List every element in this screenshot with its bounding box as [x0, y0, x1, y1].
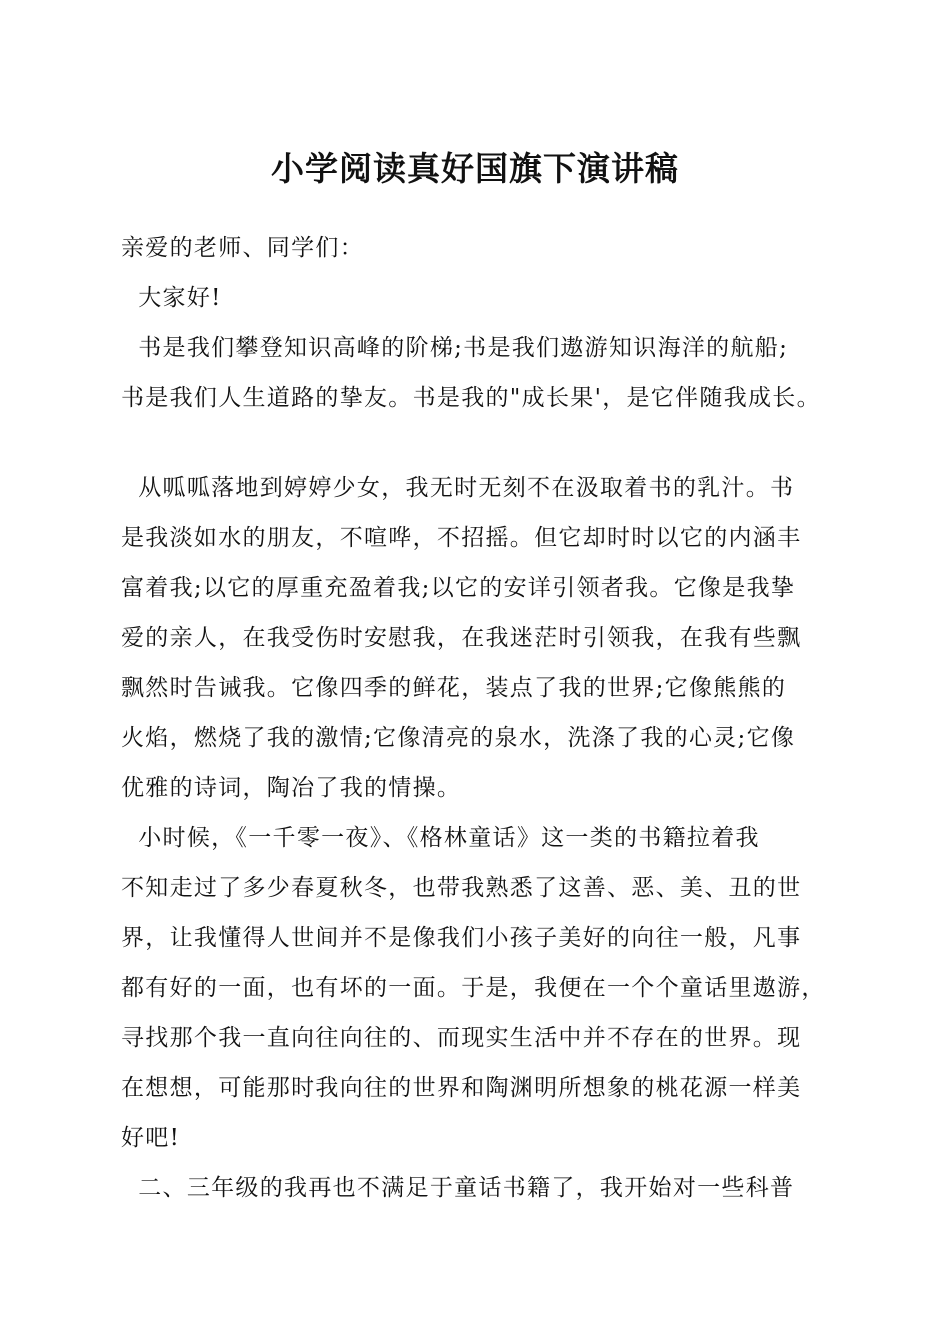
document-title: 小学阅读真好国旗下演讲稿 — [271, 149, 679, 188]
paragraph-line: 小时候，《一千零一夜》、《格林童话》这一类的书籍拉着我 — [121, 825, 760, 851]
paragraph-line: 界，让我懂得人世间并不是像我们小孩子美好的向往一般，凡事 — [121, 925, 802, 951]
paragraph-line: 好吧! — [121, 1125, 181, 1151]
paragraph-line: 是我淡如水的朋友，不喧哗，不招摇。但它却时时以它的内涵丰 — [121, 525, 802, 551]
paragraph-line: 书是我们人生道路的挚友。书是我的"成长果'，是它伴随我成长。 — [121, 385, 821, 411]
paragraph-line: 二、三年级的我再也不满足于童话书籍了，我开始对一些科普 — [121, 1175, 795, 1201]
paragraph-line: 富着我;以它的厚重充盈着我;以它的安详引领者我。它像是我挚 — [121, 575, 796, 601]
paragraph-line: 从呱呱落地到婷婷少女，我无时无刻不在汲取着书的乳汁。书 — [121, 475, 795, 501]
paragraph-line: 寻找那个我一直向往向往的、而现实生活中并不存在的世界。现 — [121, 1025, 802, 1051]
paragraph-line: 飘然时告诫我。它像四季的鲜花，装点了我的世界;它像熊熊的 — [121, 675, 787, 701]
paragraph-line: 书是我们攀登知识高峰的阶梯;书是我们遨游知识海洋的航船; — [121, 335, 789, 361]
paragraph-line: 优雅的诗词，陶冶了我的情操。 — [121, 775, 462, 801]
paragraph-line: 不知走过了多少春夏秋冬，也带我熟悉了这善、恶、美、丑的世 — [121, 875, 802, 901]
paragraph-gap — [121, 423, 861, 463]
paragraph-line: 爱的亲人，在我受伤时安慰我，在我迷茫时引领我，在我有些飘 — [121, 625, 802, 651]
greeting-line: 大家好! — [121, 285, 222, 311]
paragraph-line: 都有好的一面，也有坏的一面。于是，我便在一个个童话里遨游， — [121, 975, 826, 1001]
paragraph-line: 在想想，可能那时我向往的世界和陶渊明所想象的桃花源一样美 — [121, 1075, 802, 1101]
document-body — [121, 223, 861, 1213]
paragraph-line: 火焰，燃烧了我的激情;它像清亮的泉水，洗涤了我的心灵;它像 — [121, 725, 796, 751]
salutation-line: 亲爱的老师、同学们： — [121, 235, 364, 261]
